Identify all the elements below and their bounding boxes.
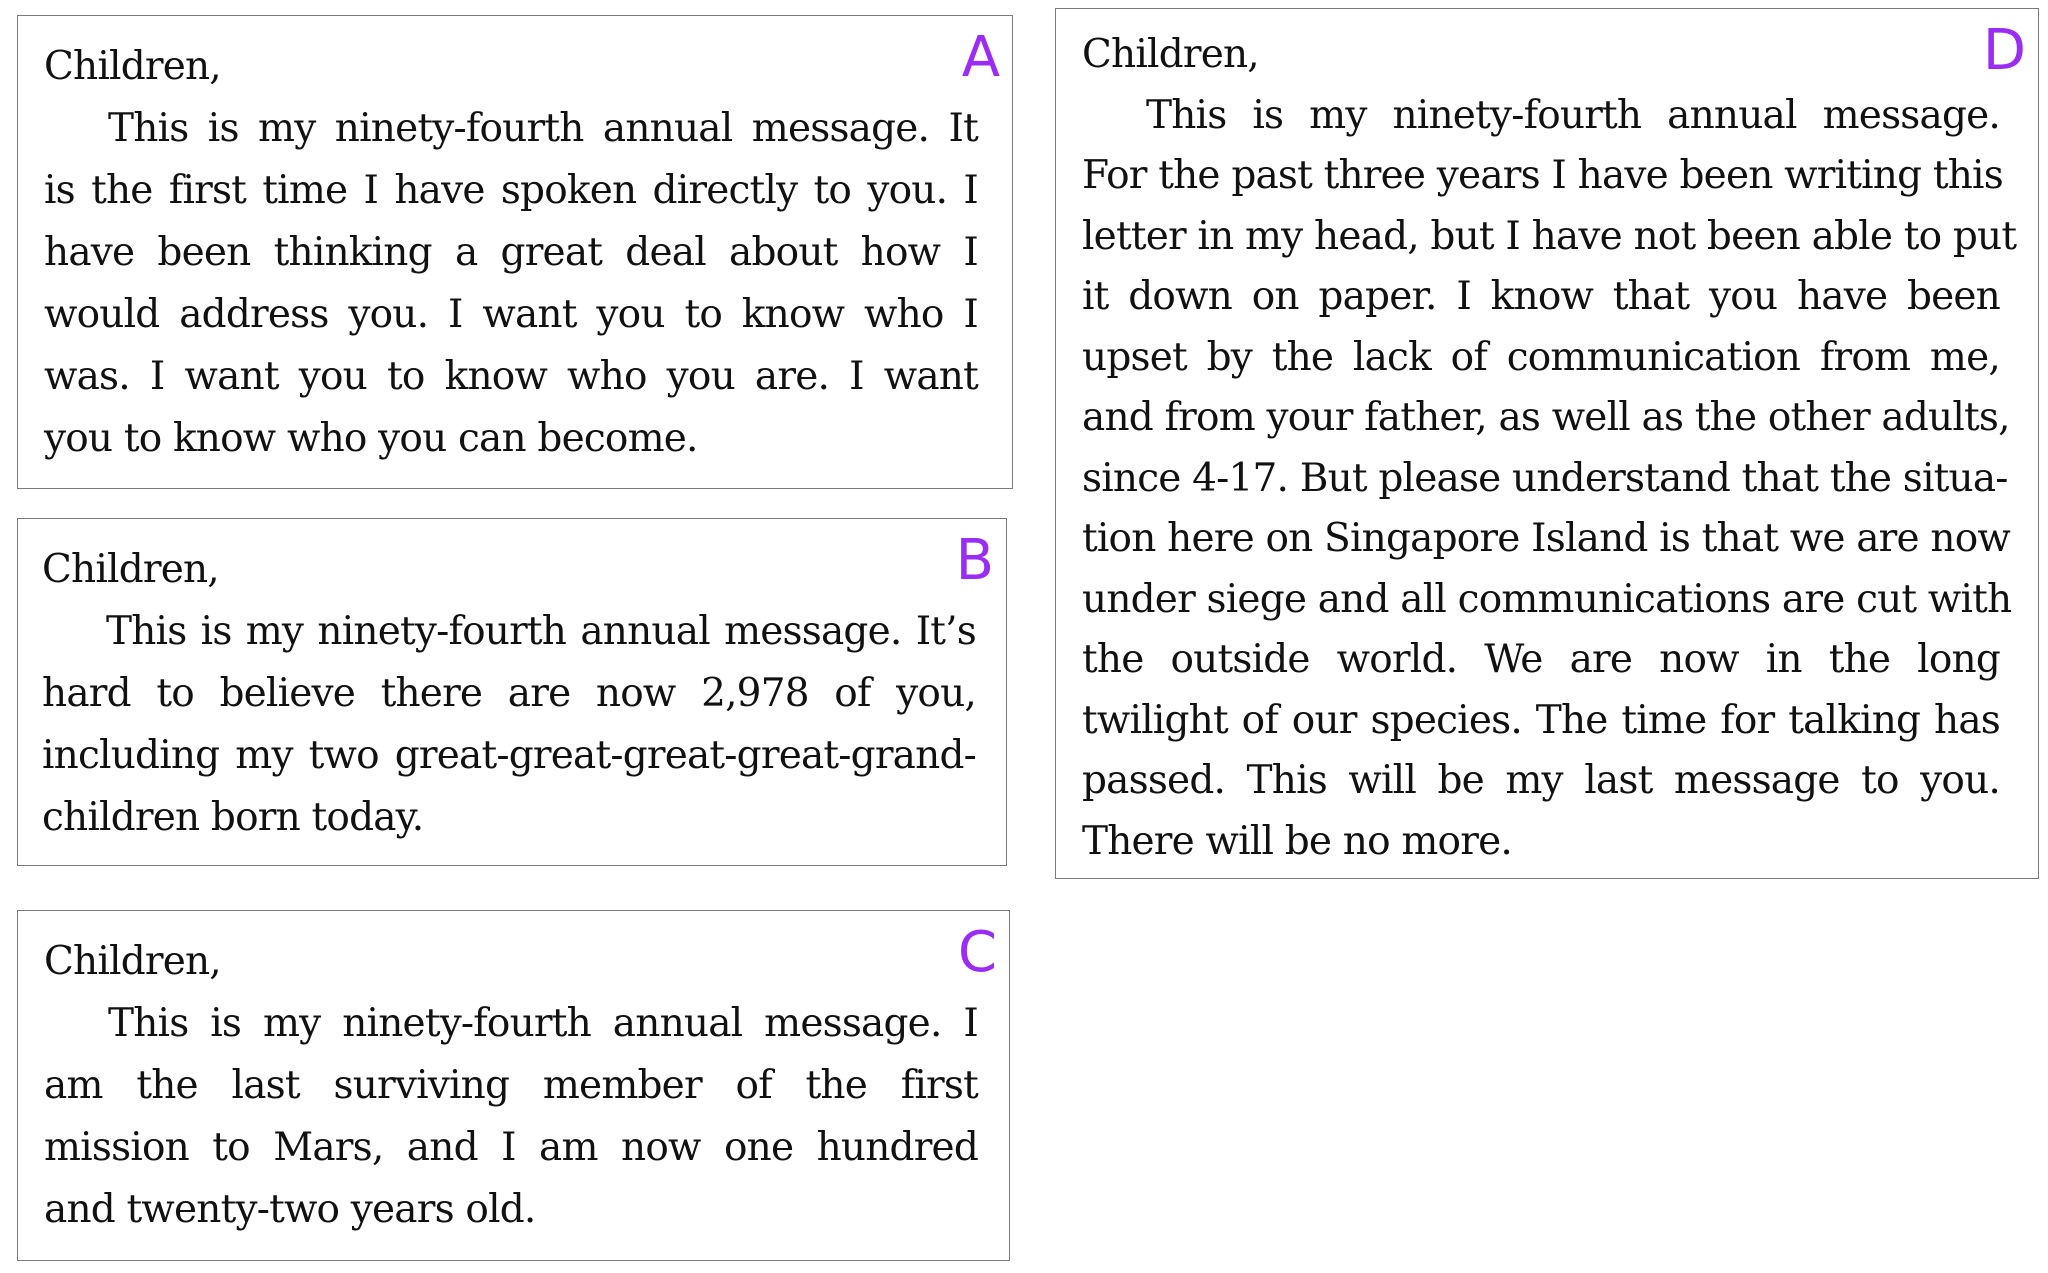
text-line: the outside world. We are now in the long [1082, 637, 2000, 682]
panel-label-d: D [1982, 18, 2026, 83]
text-line: This is my ninety-fourth annual message. It [108, 106, 978, 151]
text-line: since 4-17. But please understand that the situa- [1082, 455, 2008, 501]
text-line: hard to believe there are now 2,978 of you, [42, 671, 976, 716]
salutation: Children, [44, 44, 221, 89]
text-line: and from your father, as well as the other adults, [1082, 395, 2010, 440]
text-line: is the first time I have spoken directly to you. I [44, 168, 978, 213]
message-text-d [1082, 25, 2017, 872]
text-line: have been thinking a great deal about how I [44, 230, 978, 275]
text-line: letter in my head, but I have not been able to put [1082, 213, 2017, 259]
message-text-a [44, 36, 978, 470]
panel-label-c: C [957, 920, 997, 985]
panel-label-b: B [955, 528, 994, 593]
message-panel-d [1055, 8, 2039, 879]
text-line: and twenty-two years old. [44, 1187, 536, 1232]
text-line: under siege and all communications are cut with [1082, 576, 2012, 622]
salutation: Children, [42, 547, 219, 592]
text-line: children born today. [42, 795, 424, 840]
text-line: am the last surviving member of the first [44, 1063, 978, 1108]
text-line: passed. This will be my last message to you. [1082, 758, 2000, 803]
panel-label-a: A [961, 25, 1000, 90]
text-line: would address you. I want you to know who I [44, 292, 978, 337]
salutation: Children, [1082, 32, 1259, 77]
text-line: For the past three years I have been writing this [1082, 153, 2003, 198]
text-line: including my two great-great-great-great-grand- [42, 733, 976, 778]
text-line: This is my ninety-fourth annual message. I [108, 1001, 978, 1046]
text-line: was. I want you to know who you are. I want [44, 354, 978, 399]
text-line: This is my ninety-fourth annual message. [1146, 92, 2000, 138]
message-panel-c [17, 910, 1010, 1261]
text-line: you to know who you can become. [44, 416, 698, 461]
text-line: This is my ninety-fourth annual message. It’s [106, 609, 976, 654]
message-panel-a [17, 15, 1013, 489]
text-line: mission to Mars, and I am now one hundred [44, 1125, 978, 1170]
message-text-b [42, 539, 976, 849]
message-panel-b [17, 518, 1007, 866]
text-line: tion here on Singapore Island is that we are now [1082, 516, 2010, 561]
text-line: upset by the lack of communication from me, [1082, 334, 2000, 380]
text-line: it down on paper. I know that you have been [1082, 274, 2000, 319]
salutation: Children, [44, 939, 221, 984]
text-line: There will be no more. [1082, 818, 1512, 864]
text-line: twilight of our species. The time for talking has [1082, 697, 2000, 743]
message-text-c [44, 931, 978, 1241]
